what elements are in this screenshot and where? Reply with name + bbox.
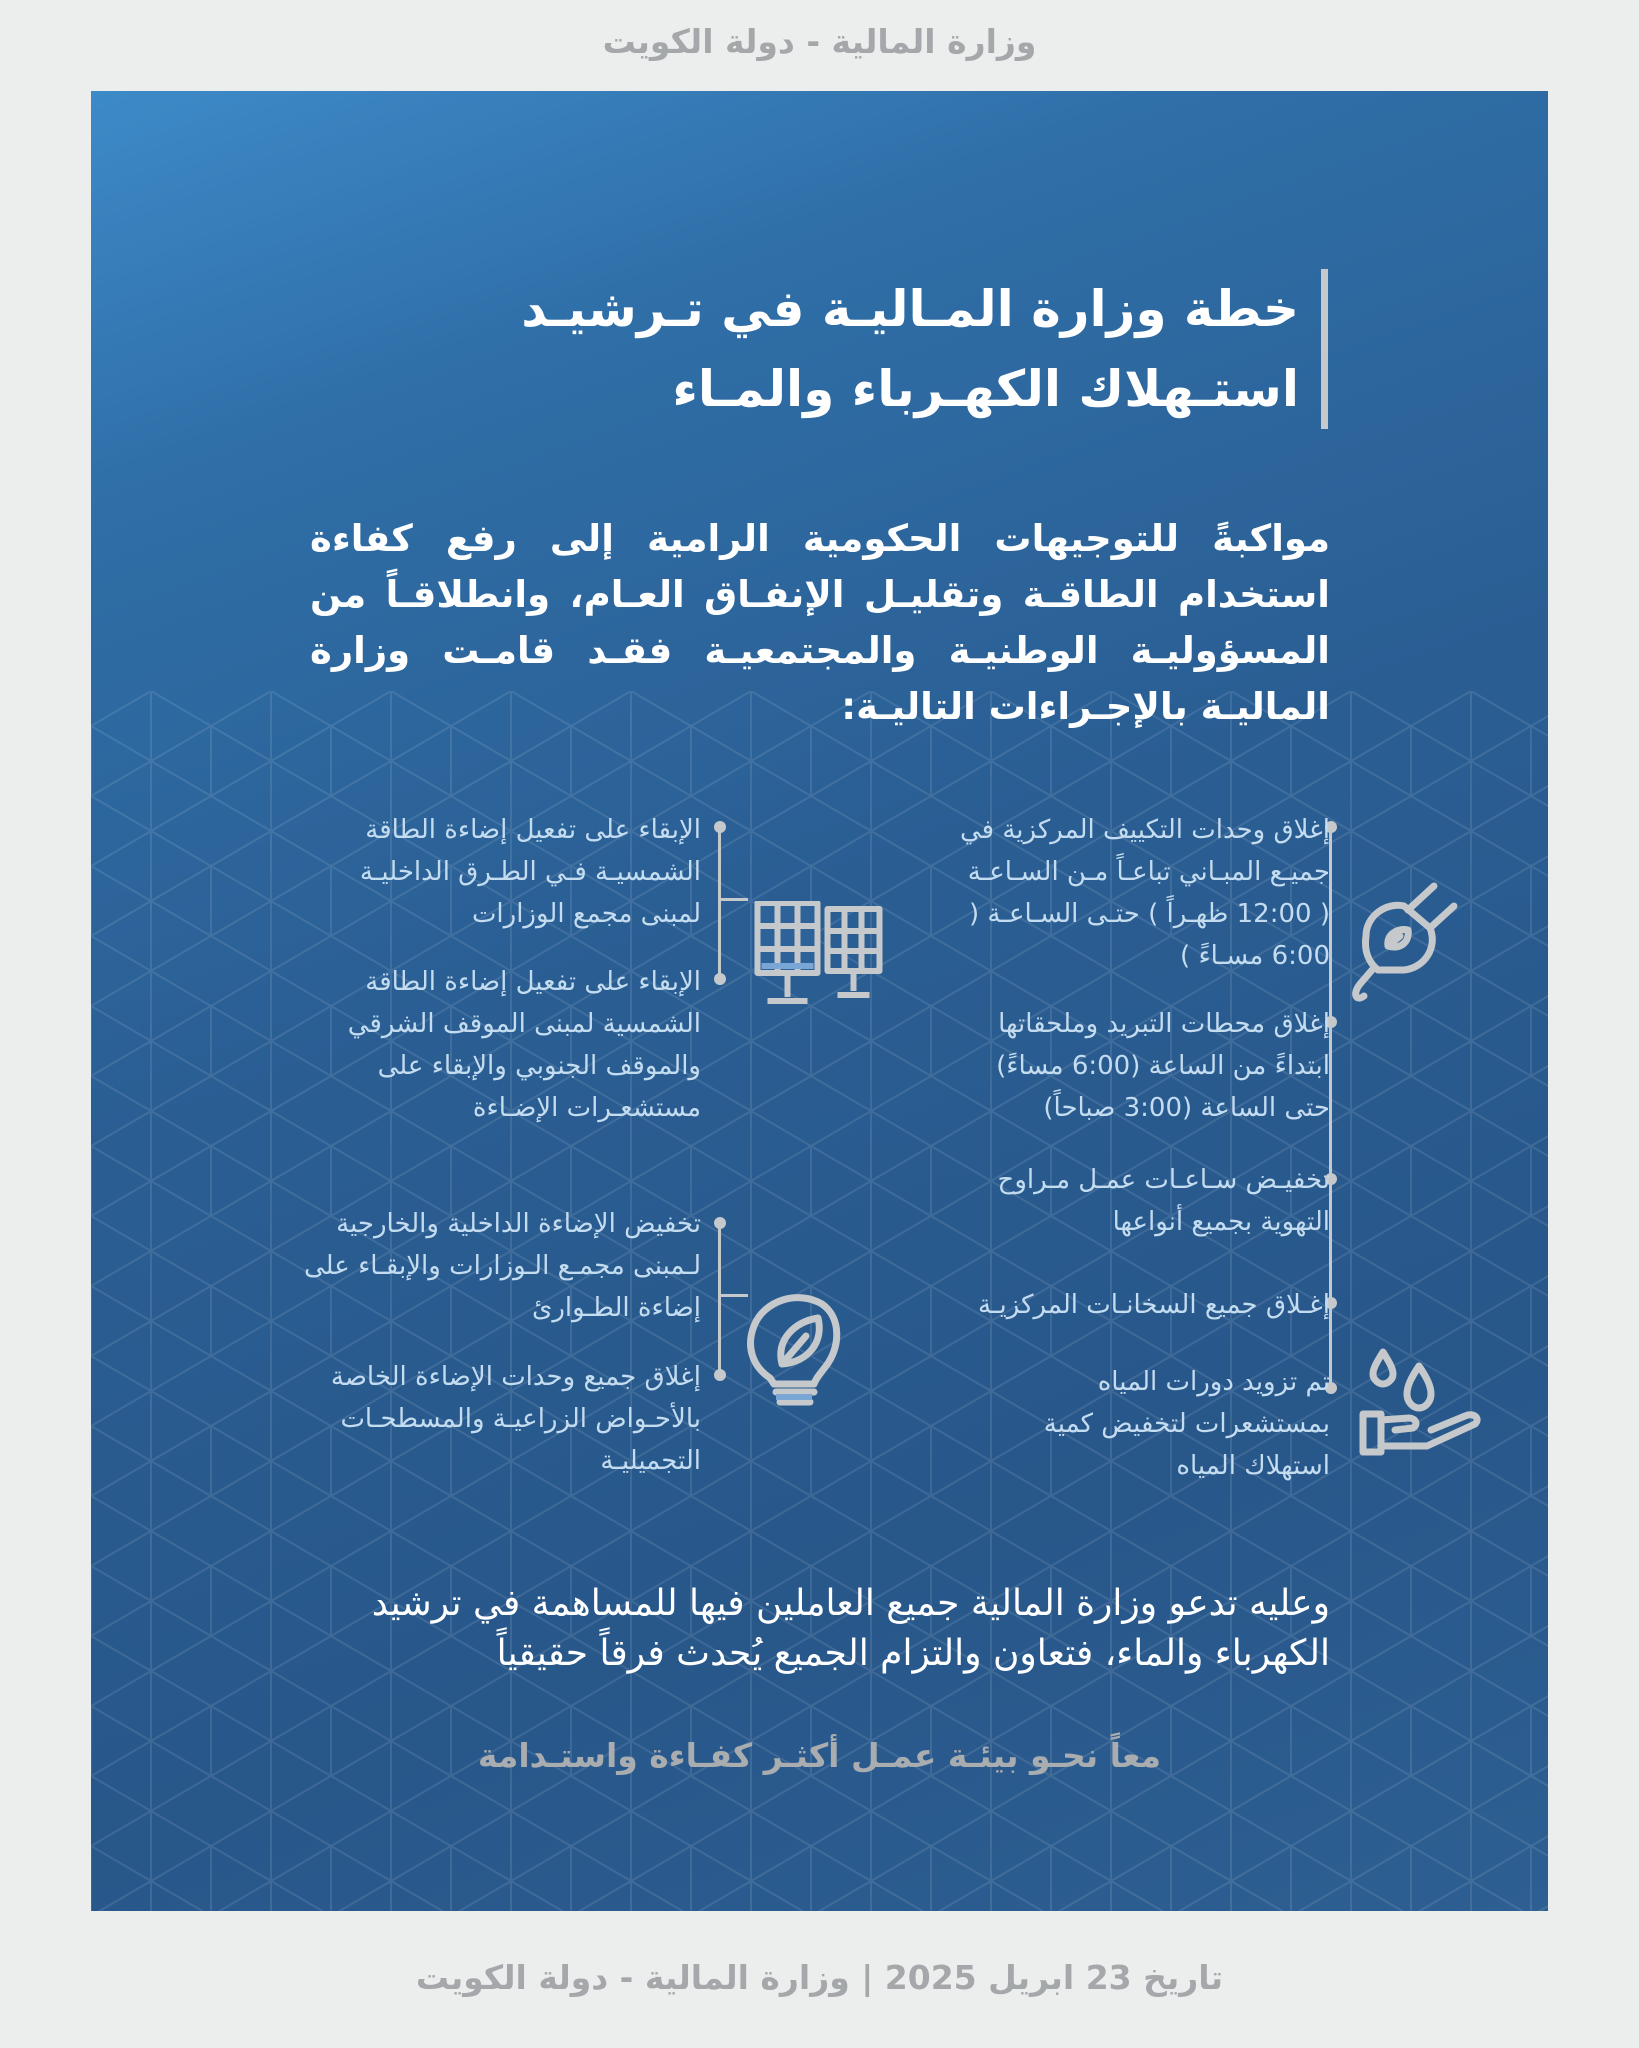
left-item-garden-lighting: إغلاق جميع وحدات الإضاءة الخاصة بالأحـواض الزراعيـة والمسطحـات التجميليـة	[330, 1362, 701, 1476]
right-item-cooling: إغلاق محطات التبريد وملحقاتها ابتداءً من الساعة (6:00 مساءً) حتى الساعة (3:00 صباحاً)	[996, 1009, 1330, 1123]
infographic-panel	[91, 91, 1548, 1911]
water-hand-icon	[1353, 1346, 1483, 1466]
left-connector-dot	[714, 1369, 726, 1381]
right-item-water: تم تزويد دورات المياه بمستشعرات لتخفيض كمية استهلاك المياه	[1043, 1367, 1330, 1481]
right-item-fans: تخفيـض سـاعـات عمـل مـراوح التهوية بجميع أنواعها	[997, 1165, 1330, 1237]
left-connector-dot	[714, 821, 726, 833]
right-item-ac: إغلاق وحدات التكييف المركزية في جميـع المبـاني تباعـاً مـن السـاعـة ( 12:00 ظهـراً ) حتـى السـاعـة ( 6:00 مسـاءً )	[959, 815, 1330, 971]
left-item-solar-parking: الإبقاء على تفعيل إضاءة الطاقة الشمسية لمبنى الموقف الشرقي والموقف الجنوبي والإبقاء على مستشعـرات الإضـاءة	[347, 967, 701, 1123]
left-connector-branch-top	[718, 898, 748, 901]
page-title-line-1: خطة وزارة المـاليـة في تـرشيـد	[521, 280, 1299, 338]
page-title-line-2: استـهلاك الكهـرباء والمـاء	[672, 360, 1299, 418]
left-item-reduce-lighting: تخفيض الإضاءة الداخلية والخارجية لـمبنى مجمـع الـوزارات والإبقـاء على إضاءة الطـوارئ	[304, 1209, 701, 1323]
intro-paragraph: مواكبةً للتوجيهات الحكومية الرامية إلى رفع كفاءة استخدام الطاقـة وتقليـل الإنفـاق العـام، وانطلاقـاً من المسؤوليـة الوطنيـة والمجتمعيـة فقـد قامـت وزارة الماليـة بالإجـراءات التاليـة:	[310, 517, 1330, 728]
left-connector-dot	[714, 973, 726, 985]
right-item-heaters: إغـلاق جميع السخانـات المركزيـة	[977, 1290, 1330, 1320]
page-footer: تاريخ 23 ابريل 2025 | وزارة المالية - دولة الكويت	[415, 1958, 1224, 1997]
plug-icon	[1338, 876, 1458, 1016]
slogan: معاً نحـو بيئـة عمـل أكثـر كفـاءة واستـدامة	[477, 1736, 1162, 1775]
left-connector-line-bottom	[718, 1221, 721, 1375]
page-header: وزارة المالية - دولة الكويت	[602, 22, 1037, 61]
leaf-bulb-icon	[742, 1286, 842, 1416]
left-connector-dot	[714, 1217, 726, 1229]
left-connector-line-top	[718, 825, 721, 979]
left-item-solar-roads: الإبقاء على تفعيل إضاءة الطاقة الشمسيـة فـي الطـرق الداخليـة لمبنى مجمع الوزارات	[359, 815, 701, 929]
solar-panel-icon	[747, 901, 892, 1011]
closing-paragraph: وعليه تدعو وزارة المالية جميع العاملين فيها للمساهمة في ترشيد الكهرباء والماء، فتعاون والتزام الجميع يُحدث فرقاً حقيقياً	[371, 1583, 1330, 1674]
